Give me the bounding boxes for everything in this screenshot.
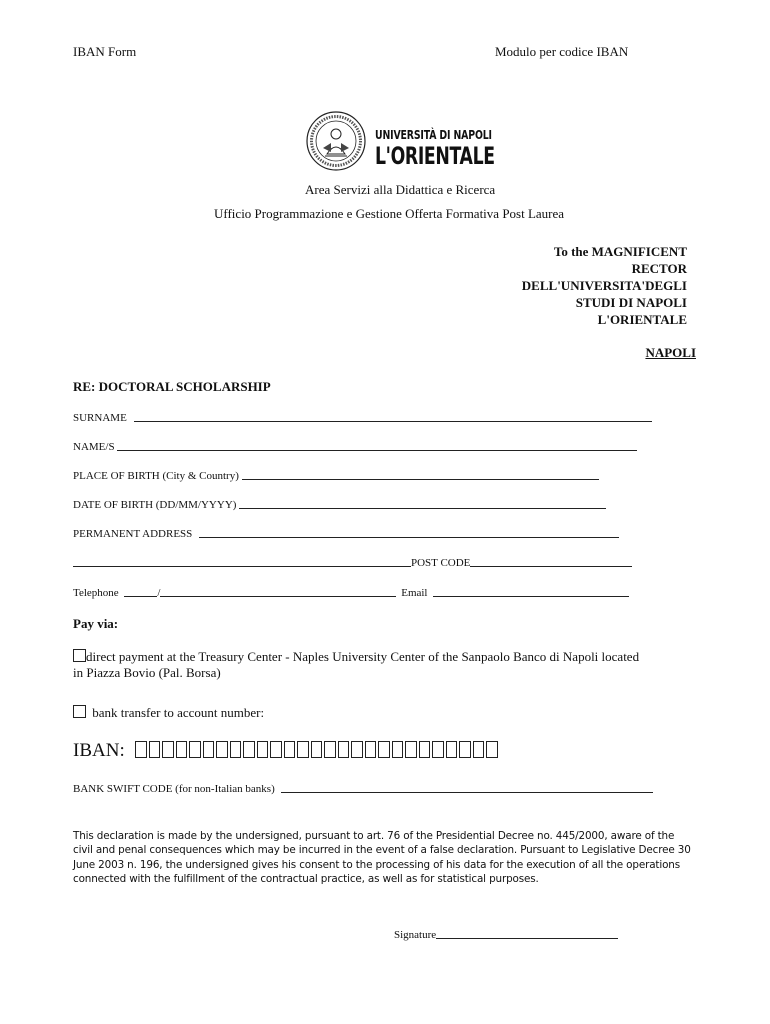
- iban-char-box[interactable]: [486, 741, 498, 758]
- direct-payment-checkbox[interactable]: [73, 649, 86, 662]
- signature-label: Signature: [394, 929, 437, 941]
- pay-via-heading: Pay via:: [73, 616, 119, 631]
- contact-row: [73, 587, 629, 599]
- swift-label: BANK SWIFT CODE (for non-Italian banks): [73, 783, 275, 795]
- surname-row: [73, 412, 652, 424]
- addressee-city: NAPOLI: [645, 345, 696, 360]
- iban-row: [73, 740, 498, 762]
- telephone-separator: /: [157, 587, 161, 599]
- iban-char-box[interactable]: [311, 741, 323, 758]
- place-of-birth-field[interactable]: [242, 478, 599, 480]
- iban-char-box[interactable]: [446, 741, 458, 758]
- office-area: Area Servizi alla Didattica e Ricerca: [305, 182, 496, 197]
- telephone-number-field[interactable]: [160, 595, 396, 597]
- iban-char-box[interactable]: [216, 741, 228, 758]
- iban-char-box[interactable]: [162, 741, 174, 758]
- address-line-2-field[interactable]: [73, 565, 411, 567]
- form-title-right: Modulo per codice IBAN: [495, 44, 629, 59]
- permanent-address-field[interactable]: [199, 536, 619, 538]
- iban-char-box[interactable]: [324, 741, 336, 758]
- place-of-birth-label: PLACE OF BIRTH (City & Country): [73, 470, 239, 482]
- addressee-line-5: L'ORIENTALE: [597, 312, 687, 327]
- iban-char-box[interactable]: [257, 741, 269, 758]
- post-code-label: POST CODE: [411, 557, 471, 569]
- iban-char-box[interactable]: [297, 741, 309, 758]
- place-of-birth-row: [73, 470, 599, 482]
- iban-char-box[interactable]: [149, 741, 161, 758]
- payment-option-bank-transfer: [73, 705, 264, 721]
- address-postcode-row: [73, 557, 632, 569]
- iban-char-box[interactable]: [176, 741, 188, 758]
- iban-char-box[interactable]: [243, 741, 255, 758]
- signature-field[interactable]: [436, 937, 618, 939]
- telephone-prefix-field[interactable]: [124, 595, 157, 597]
- bank-transfer-checkbox[interactable]: [73, 705, 86, 718]
- post-code-field[interactable]: [470, 565, 632, 567]
- iban-char-box[interactable]: [378, 741, 390, 758]
- telephone-label: Telephone: [73, 587, 119, 599]
- date-of-birth-field[interactable]: [239, 507, 606, 509]
- declaration-text: This declaration is made by the undersigned, pursuant to art. 76 of the Presidential Decree no. 445/2000, aware of the civil and penal consequences which may be incurred in the event of a false declaration. Pursuant to Legislative Decree 30 June 2003 n. 196, the undersigned gives his consent to the processing of his data for the execution of all the operations connected with the fulfillment of the contractual practice, as well as for statistical purposes.: [73, 830, 691, 885]
- iban-char-box[interactable]: [270, 741, 282, 758]
- office-unit: Ufficio Programmazione e Gestione Offerta Formativa Post Laurea: [214, 206, 565, 221]
- logo-university-name: UNIVERSITÀ DI NAPOLI: [375, 128, 492, 142]
- iban-char-box[interactable]: [419, 741, 431, 758]
- iban-char-box[interactable]: [338, 741, 350, 758]
- iban-char-box[interactable]: [230, 741, 242, 758]
- direct-payment-label-line2: in Piazza Bovio (Pal. Borsa): [73, 665, 221, 680]
- payment-option-direct: [73, 649, 639, 665]
- iban-char-box[interactable]: [432, 741, 444, 758]
- iban-label: IBAN:: [73, 740, 125, 761]
- iban-char-box[interactable]: [405, 741, 417, 758]
- university-seal-logo: [305, 110, 367, 172]
- date-of-birth-label: DATE OF BIRTH (DD/MM/YYYY): [73, 499, 237, 511]
- iban-char-box[interactable]: [459, 741, 471, 758]
- iban-char-box[interactable]: [203, 741, 215, 758]
- email-field[interactable]: [433, 595, 629, 597]
- iban-input-boxes[interactable]: [135, 741, 498, 758]
- name-row: [73, 441, 637, 453]
- iban-char-box[interactable]: [473, 741, 485, 758]
- iban-char-box[interactable]: [189, 741, 201, 758]
- subject-heading: RE: DOCTORAL SCHOLARSHIP: [73, 379, 271, 394]
- name-field[interactable]: [117, 449, 637, 451]
- signature-row: [394, 929, 618, 941]
- logo-orientale-name: L'ORIENTALE: [375, 142, 495, 170]
- addressee-line-2: RECTOR: [631, 261, 687, 276]
- addressee-line-3: DELL'UNIVERSITA'DEGLI: [521, 278, 687, 293]
- iban-char-box[interactable]: [135, 741, 147, 758]
- surname-field[interactable]: [134, 420, 652, 422]
- iban-char-box[interactable]: [351, 741, 363, 758]
- iban-char-box[interactable]: [392, 741, 404, 758]
- direct-payment-label-line1: direct payment at the Treasury Center - Naples University Center of the Sanpaolo Banco di Napoli located: [86, 649, 640, 664]
- name-label: NAME/S: [73, 441, 115, 453]
- iban-char-box[interactable]: [284, 741, 296, 758]
- date-of-birth-row: [73, 499, 606, 511]
- addressee-line-1: To the MAGNIFICENT: [553, 244, 687, 259]
- bank-transfer-label: bank transfer to account number:: [92, 705, 265, 720]
- addressee-line-4: STUDI DI NAPOLI: [575, 295, 687, 310]
- swift-row: [73, 783, 653, 795]
- swift-field[interactable]: [281, 791, 653, 793]
- iban-char-box[interactable]: [365, 741, 377, 758]
- permanent-address-row: [73, 528, 619, 540]
- surname-label: SURNAME: [73, 412, 127, 424]
- permanent-address-label: PERMANENT ADDRESS: [73, 528, 193, 540]
- form-title-left: IBAN Form: [73, 44, 137, 59]
- email-label: Email: [401, 587, 428, 599]
